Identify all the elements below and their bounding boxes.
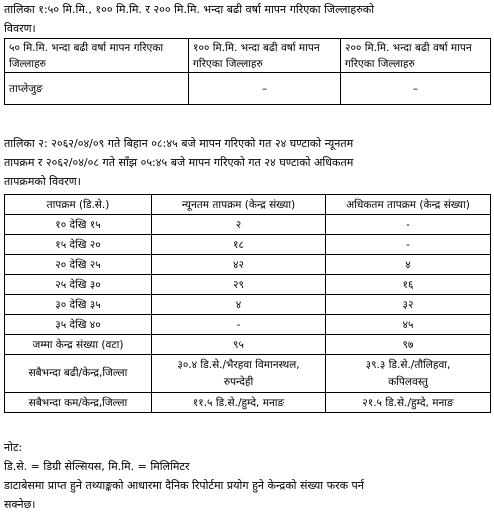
max-count-cell: - xyxy=(326,235,491,255)
table1-cell-100mm: – xyxy=(189,73,341,105)
total-label-cell: जम्मा केन्द्र संख्या (वटा) xyxy=(5,335,152,355)
notes-line1: डि.से. = डिग्री सेल्सियस, मि.मि. = मिलिमिटर xyxy=(4,460,190,473)
total-max-cell: ९७ xyxy=(326,335,491,355)
table-row xyxy=(5,275,491,295)
highest-label-cell: सबैभन्दा बढी/केन्द्र,जिल्ला xyxy=(5,355,152,393)
table1-header-200mm: २०० मि.मि. भन्दा बढी वर्षा मापन गरिएका जिल्लाहरु xyxy=(341,39,491,73)
table1-header-100mm: १०० मि.मि. भन्दा बढी वर्षा मापन गरिएका जिल्लाहरु xyxy=(189,39,341,73)
table-row xyxy=(5,255,491,275)
lowest-max-cell: २१.५ डि.से./हुम्दे, मनाङ xyxy=(326,393,491,413)
notes-heading: नोट: xyxy=(4,441,23,454)
table2-header-max: अधिकतम तापक्रम (केन्द्र संख्या) xyxy=(326,195,491,215)
table-row xyxy=(5,73,491,105)
table-row xyxy=(5,235,491,255)
table1-header-row xyxy=(5,39,491,73)
highest-max-line1: ३९.३ डि.से./तौलिहवा, xyxy=(365,358,451,371)
notes-line2: डाटाबेसमा प्राप्त हुने तथ्याङ्कको आधारमा दैनिक रिपोर्टमा प्रयोग हुने केन्द्रको संख्या फरक पर्न xyxy=(4,479,364,492)
range-cell: २५ देखि ३० xyxy=(5,275,152,295)
table2-caption-line2: तापक्रम र २०६२/०४/०८ गते साँझ ०५:४५ बजे मापन गरिएको गत २४ घण्टाको अधिकतम xyxy=(4,156,354,169)
max-count-cell: ४ xyxy=(326,255,491,275)
max-count-cell: ४५ xyxy=(326,315,491,335)
table2-header-row xyxy=(5,195,491,215)
total-min-cell: ९५ xyxy=(152,335,326,355)
table1-cell-50mm: ताप्लेजुङ xyxy=(5,73,189,105)
table2-header-min: न्यूनतम तापक्रम (केन्द्र संख्या) xyxy=(152,195,326,215)
min-count-cell: ४२ xyxy=(152,255,326,275)
min-count-cell: १८ xyxy=(152,235,326,255)
notes xyxy=(4,438,490,514)
range-cell: १५ देखि २० xyxy=(5,235,152,255)
range-cell: ३० देखि ३५ xyxy=(5,295,152,315)
range-cell: १० देखि १५ xyxy=(5,215,152,235)
table1 xyxy=(4,38,491,105)
table2-lowest-row xyxy=(5,393,491,413)
min-count-cell: - xyxy=(152,315,326,335)
table-row xyxy=(5,315,491,335)
table1-caption-line2: विवरण। xyxy=(4,22,36,35)
highest-min-line1: ३०.४ डि.से./भैरहवा विमानस्थल, xyxy=(177,358,300,371)
table2-header-range: तापक्रम (डि.से.) xyxy=(5,195,152,215)
table1-cell-200mm: – xyxy=(341,73,491,105)
table-row xyxy=(5,295,491,315)
highest-min-cell xyxy=(152,355,326,393)
range-cell: ३५ देखि ४० xyxy=(5,315,152,335)
max-count-cell: १६ xyxy=(326,275,491,295)
table-row xyxy=(5,215,491,235)
table2-caption-line3: तापक्रमको विवरण। xyxy=(4,175,81,188)
table1-caption-line1: तालिका १:५० मि.मि., १०० मि.मि. र २०० मि.मि. भन्दा बढी वर्षा मापन गरिएका जिल्लाहरुको xyxy=(4,3,375,16)
highest-max-line2: कपिलवस्तु xyxy=(388,375,428,388)
lowest-min-cell: ११.५ डि.से./हुम्दे, मनाङ xyxy=(152,393,326,413)
min-count-cell: २ xyxy=(152,215,326,235)
min-count-cell: ४ xyxy=(152,295,326,315)
notes-line3: सक्नेछ। xyxy=(4,498,36,511)
max-count-cell: - xyxy=(326,215,491,235)
table2-caption-line1: तालिका २: २०६२/०४/०९ गते बिहान ०८:४५ बजे मापन गरिएको गत २४ घण्टाको न्यूनतम xyxy=(4,137,354,150)
table2-caption xyxy=(4,134,490,191)
table1-caption xyxy=(4,0,490,38)
table2-total-row xyxy=(5,335,491,355)
lowest-label-cell: सबैभन्दा कम/केन्द्र,जिल्ला xyxy=(5,393,152,413)
highest-min-line2: रुपन्देही xyxy=(223,375,254,388)
table1-header-50mm: ५० मि.मि. भन्दा बढी वर्षा मापन गरिएका जिल्लाहरु xyxy=(5,39,189,73)
highest-max-cell xyxy=(326,355,491,393)
range-cell: २० देखि २५ xyxy=(5,255,152,275)
table2-highest-row xyxy=(5,355,491,393)
min-count-cell: २९ xyxy=(152,275,326,295)
max-count-cell: ३२ xyxy=(326,295,491,315)
table2 xyxy=(4,194,491,413)
